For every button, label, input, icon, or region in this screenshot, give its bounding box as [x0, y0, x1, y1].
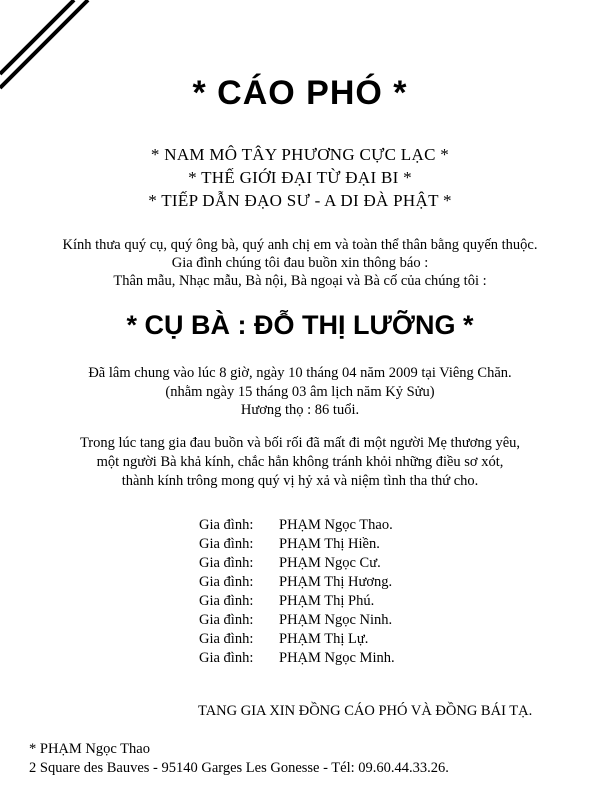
apology-line: thành kính trông mong quý vị hỷ xả và niệm tình tha thứ cho. — [121, 473, 479, 489]
family-row — [199, 554, 559, 573]
intro-line: Gia đình chúng tôi đau buồn xin thông báo : — [171, 255, 429, 271]
family-name: PHẠM Ngọc Cư. — [279, 555, 381, 571]
family-row — [199, 611, 559, 630]
intro-paragraph — [0, 236, 600, 290]
family-row — [199, 630, 559, 649]
family-name: PHẠM Ngọc Ninh. — [279, 612, 393, 628]
family-label: Gia đình: — [199, 517, 254, 533]
family-name: PHẠM Thị Phú. — [279, 593, 375, 609]
apology-paragraph — [0, 434, 600, 491]
family-list — [199, 516, 559, 668]
apology-line: một người Bà khả kính, chắc hẳn không tránh khỏi những điều sơ xót, — [96, 454, 504, 470]
apology-line: Trong lúc tang gia đau buồn và bối rối đã mất đi một người Mẹ thương yêu, — [79, 435, 521, 451]
family-name: PHẠM Thị Hương. — [279, 574, 393, 590]
family-name: PHẠM Ngọc Minh. — [279, 650, 395, 666]
page-title: * CÁO PHÓ * — [192, 74, 408, 112]
family-label: Gia đình: — [199, 536, 254, 552]
family-label: Gia đình: — [199, 631, 254, 647]
family-row — [199, 649, 559, 668]
death-info — [0, 364, 600, 420]
closing-statement: TANG GIA XIN ĐỒNG CÁO PHÓ VÀ ĐỒNG BÁI TẠ. — [198, 703, 533, 719]
family-row — [199, 516, 559, 535]
family-name: PHẠM Ngọc Thao. — [279, 517, 393, 533]
contact-address: 2 Square des Bauves - 95140 Garges Les Gonesse - Tél: 09.60.44.33.26. — [29, 760, 449, 776]
family-row — [199, 535, 559, 554]
family-name: PHẠM Thị Lự. — [279, 631, 369, 647]
buddhist-invocations — [0, 143, 600, 212]
family-label: Gia đình: — [199, 612, 254, 628]
family-label: Gia đình: — [199, 593, 254, 609]
family-name: PHẠM Thị Hiền. — [279, 536, 380, 552]
invocation-line: * TIẾP DẪN ĐẠO SƯ - A DI ĐÀ PHẬT * — [148, 191, 452, 210]
contact-name: * PHẠM Ngọc Thao — [29, 741, 150, 757]
family-label: Gia đình: — [199, 574, 254, 590]
family-label: Gia đình: — [199, 650, 254, 666]
intro-line: Thân mẫu, Nhạc mẫu, Bà nội, Bà ngoại và Bà cố của chúng tôi : — [113, 273, 487, 289]
contact-block — [29, 740, 589, 778]
family-row — [199, 592, 559, 611]
invocation-line: * THẾ GIỚI ĐẠI TỪ ĐẠI BI * — [188, 168, 412, 187]
death-info-line: Đã lâm chung vào lúc 8 giờ, ngày 10 tháng 04 năm 2009 tại Viêng Chăn. — [88, 365, 512, 381]
intro-line: Kính thưa quý cụ, quý ông bà, quý anh chị em và toàn thể thân bằng quyến thuộc. — [62, 237, 538, 253]
deceased-name: * CỤ BÀ : ĐỖ THỊ LƯỠNG * — [126, 310, 474, 340]
family-label: Gia đình: — [199, 555, 254, 571]
death-info-line: Hương thọ : 86 tuổi. — [240, 402, 360, 418]
invocation-line: * NAM MÔ TÂY PHƯƠNG CỰC LẠC * — [150, 145, 450, 164]
family-row — [199, 573, 559, 592]
death-info-line: (nhằm ngày 15 tháng 03 âm lịch năm Kỷ Sửu) — [165, 383, 435, 400]
